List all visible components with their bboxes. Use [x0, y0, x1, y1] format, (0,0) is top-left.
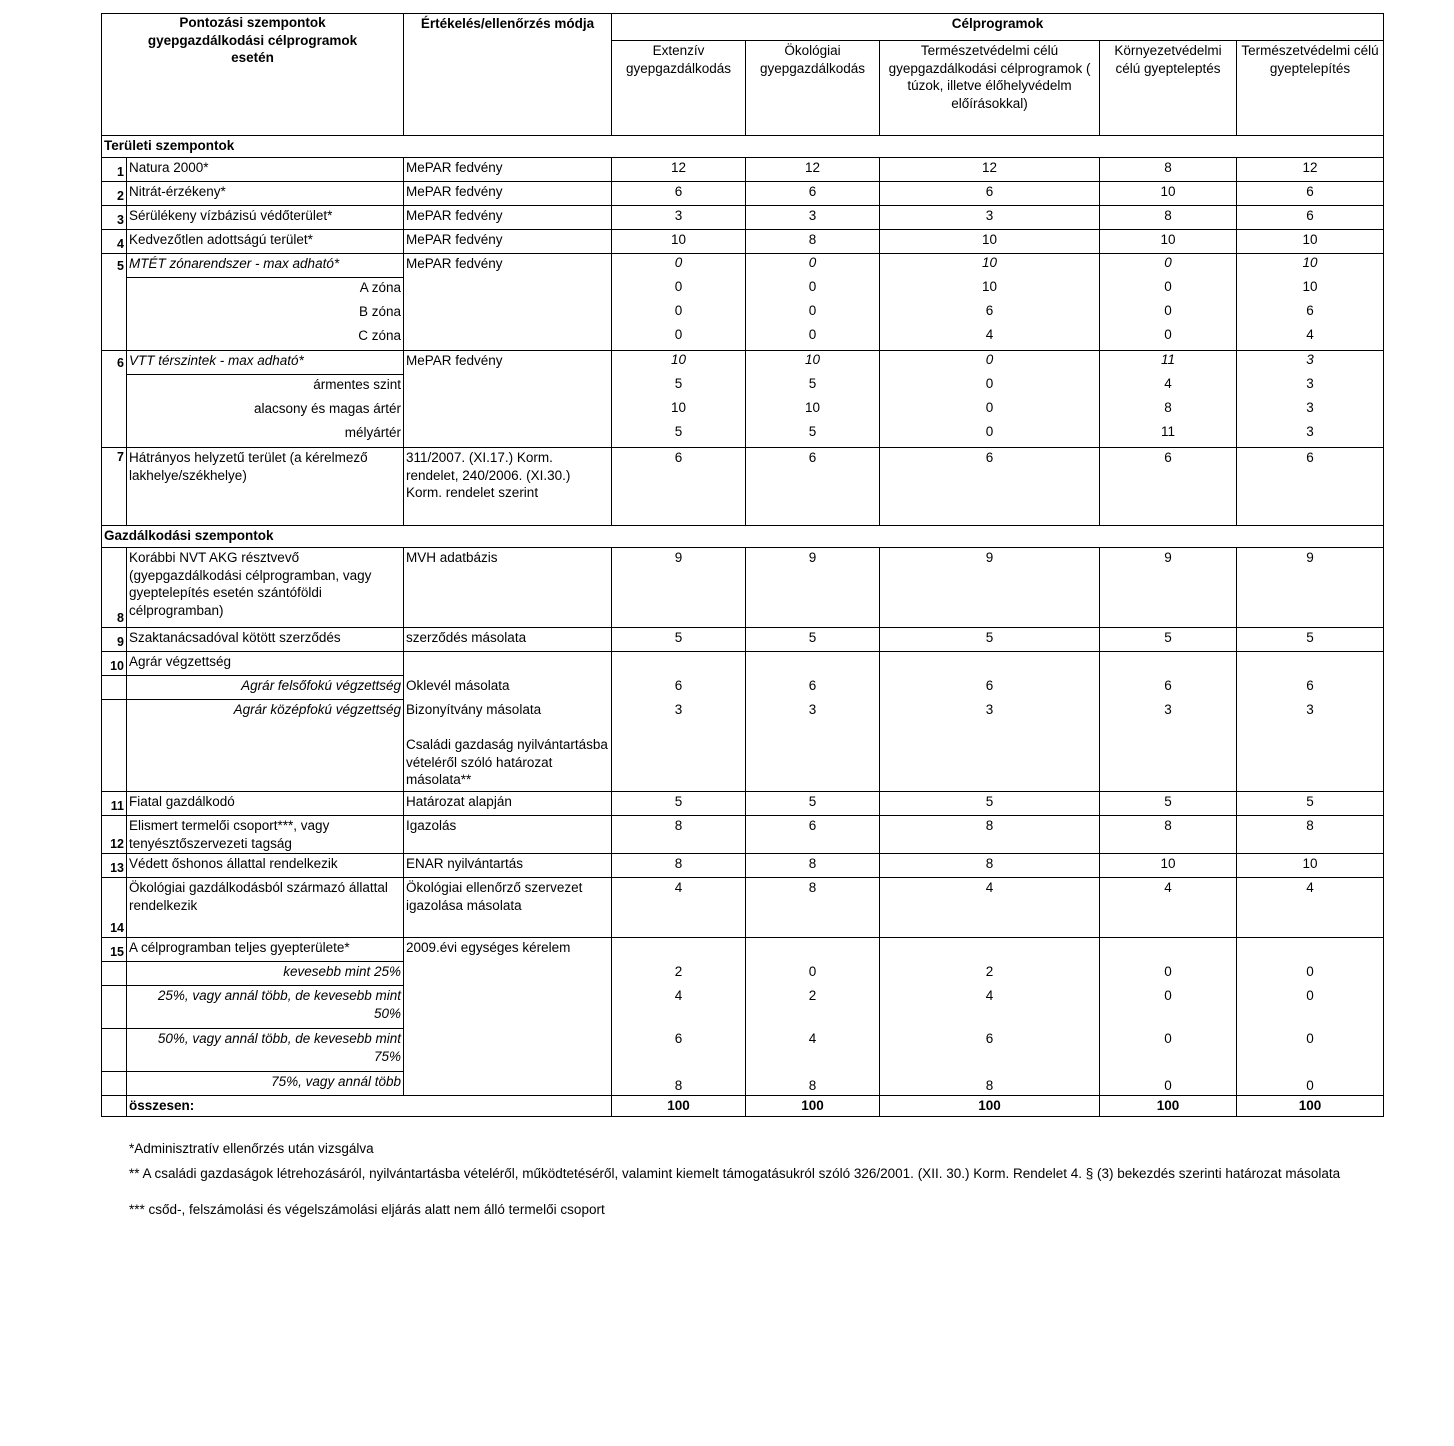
method-cell: szerződés másolata — [404, 628, 612, 652]
sub-criterion-label: A zóna — [127, 278, 404, 302]
score-cell: 5 — [808, 376, 817, 391]
score-cell: 5 — [880, 792, 1100, 816]
score-cell: 8 — [612, 854, 746, 878]
score-cell: 4 — [880, 878, 1100, 938]
score-cell: 8 — [746, 854, 880, 878]
score-cell: 3 — [746, 700, 880, 792]
score-cell: 0 — [1164, 255, 1172, 270]
criterion-label: Szaktanácsadóval kötött szerződés — [127, 628, 404, 652]
score-cell: 10 — [671, 400, 687, 415]
score-cell: 0 — [674, 255, 683, 270]
score-cell: 10 — [880, 230, 1100, 254]
table-row — [102, 1072, 1384, 1096]
criterion-label: Ökológiai gazdálkodásból származó állattal rendelkezik — [127, 878, 404, 938]
sub-criterion-label: Agrár középfokú végzettség — [127, 700, 404, 792]
score-cell: 0 — [1237, 986, 1384, 1029]
score-cell: 8 — [612, 816, 746, 854]
score-cell: 6 — [612, 182, 746, 206]
table-row — [102, 1029, 1384, 1072]
score-cell: 5 — [674, 424, 683, 439]
score-cell: 3 — [1306, 376, 1314, 391]
row-number: 2 — [102, 182, 127, 206]
score-cell: 5 — [746, 792, 880, 816]
score-cell: 10 — [982, 255, 998, 270]
score-cell: 2 — [746, 986, 880, 1029]
score-cell: 0 — [808, 279, 817, 294]
section-territorial: Területi szempontok — [102, 136, 1384, 158]
score-cell: 0 — [985, 400, 994, 415]
score-cell: 0 — [746, 962, 880, 986]
score-cell: 6 — [746, 816, 880, 854]
row-number: 11 — [102, 792, 127, 816]
total-cell: 100 — [1100, 1096, 1237, 1117]
sub-criterion-label: Agrár felsőfokú végzettség — [127, 676, 404, 700]
sub-criterion-label: mélyártér — [127, 423, 404, 447]
score-cell: 3 — [1237, 700, 1384, 792]
criterion-label: Nitrát-érzékeny* — [127, 182, 404, 206]
row-number: 14 — [102, 878, 127, 938]
score-cell: 6 — [1100, 676, 1237, 700]
criterion-label: VTT térszintek - max adható* — [127, 351, 404, 375]
score-cell: 10 — [1100, 854, 1237, 878]
score-cell: 6 — [880, 448, 1100, 526]
table-row — [102, 351, 1384, 375]
method-cell: 311/2007. (XI.17.) Korm. rendelet, 240/2006. (XI.30.) Korm. rendelet szerint — [404, 448, 612, 526]
score-cell: 5 — [1100, 792, 1237, 816]
score-cell: 5 — [612, 628, 746, 652]
method-cell: MePAR fedvény — [404, 182, 612, 206]
table-row — [102, 986, 1384, 1029]
score-cell: 0 — [1100, 1072, 1237, 1096]
score-cell: 6 — [985, 303, 994, 318]
row-number: 13 — [102, 854, 127, 878]
total-cell: 100 — [1237, 1096, 1384, 1117]
table-row — [102, 962, 1384, 986]
score-cell: 8 — [1100, 158, 1237, 182]
score-cell: 8 — [880, 854, 1100, 878]
footnote-admin-check: *Adminisztratív ellenőrzés után vizsgálva — [129, 1141, 374, 1156]
score-cell: 6 — [612, 676, 746, 700]
score-cell: 10 — [982, 279, 998, 294]
score-cell: 11 — [1161, 352, 1176, 367]
total-cell: 100 — [746, 1096, 880, 1117]
score-cell: 2 — [612, 962, 746, 986]
score-cell: 5 — [1100, 628, 1237, 652]
score-cell: 0 — [1100, 1029, 1237, 1072]
total-row — [102, 1096, 1384, 1117]
table-row — [102, 938, 1384, 962]
score-cell: 3 — [880, 700, 1100, 792]
criterion-label: Fiatal gazdálkodó — [127, 792, 404, 816]
score-cell: 5 — [808, 424, 817, 439]
score-cell: 0 — [1100, 962, 1237, 986]
score-cell: 0 — [1237, 962, 1384, 986]
score-cell: 3 — [1306, 400, 1314, 415]
score-cell: 6 — [880, 676, 1100, 700]
score-cell: 8 — [746, 878, 880, 938]
method-cell: MVH adatbázis — [404, 548, 612, 628]
score-cell: 6 — [746, 448, 880, 526]
score-cell: 0 — [1237, 1072, 1384, 1096]
sub-criterion-label: alacsony és magas ártér — [127, 399, 404, 423]
sub-criterion-label: 50%, vagy annál több, de kevesebb mint 75% — [127, 1029, 404, 1072]
score-cell: 8 — [1100, 816, 1237, 854]
score-cell: 3 — [612, 700, 746, 792]
criterion-label: Kedvezőtlen adottságú terület* — [127, 230, 404, 254]
table-row — [102, 700, 1384, 792]
score-cell: 0 — [1164, 327, 1172, 342]
score-cell: 4 — [1306, 327, 1314, 342]
score-cell: 0 — [985, 376, 994, 391]
criterion-label: Agrár végzettség — [127, 652, 404, 676]
score-cell: 5 — [674, 376, 683, 391]
header-program-1: Extenzív gyepgazdálkodás — [612, 41, 746, 136]
table-row — [102, 548, 1384, 628]
row-number: 7 — [102, 448, 127, 526]
score-cell: 6 — [612, 1029, 746, 1072]
score-cell: 9 — [746, 548, 880, 628]
score-cell: 0 — [985, 424, 994, 439]
score-cell: 4 — [612, 986, 746, 1029]
score-cell: 5 — [612, 792, 746, 816]
table-row — [102, 254, 1384, 278]
row-number: 5 — [102, 254, 127, 351]
score-cell: 10 — [1302, 255, 1318, 270]
score-cell: 6 — [1306, 303, 1314, 318]
row-number: 4 — [102, 230, 127, 254]
total-cell: 100 — [880, 1096, 1100, 1117]
score-cell: 6 — [1100, 448, 1237, 526]
header-programs-group: Célprogramok — [612, 14, 1384, 41]
criterion-label: A célprogramban teljes gyepterülete* — [127, 938, 404, 962]
score-cell: 4 — [880, 986, 1100, 1029]
score-cell: 3 — [612, 206, 746, 230]
criterion-label: Korábbi NVT AKG résztvevő (gyepgazdálkodási célprogramban, vagy gyeptelepítés esetén szántóföldi célprogramban) — [127, 548, 404, 628]
criterion-label: Natura 2000* — [127, 158, 404, 182]
header-scoring-criteria: Pontozási szempontok gyepgazdálkodási célprogramok esetén — [102, 14, 404, 136]
method-cell: MePAR fedvény — [404, 254, 612, 351]
score-cell: 12 — [746, 158, 880, 182]
score-cell: 5 — [1237, 792, 1384, 816]
score-cell: 0 — [674, 279, 683, 294]
table-row — [102, 230, 1384, 254]
score-cell: 8 — [746, 1072, 880, 1096]
score-cell: 3 — [1100, 700, 1237, 792]
method-cell: Bizonyítvány másolata — [406, 701, 542, 717]
sub-criterion-label: ármentes szint — [127, 375, 404, 399]
table-row — [102, 792, 1384, 816]
score-cell: 9 — [880, 548, 1100, 628]
score-cell: 8 — [880, 816, 1100, 854]
table-row — [102, 816, 1384, 854]
method-cell: MePAR fedvény — [404, 230, 612, 254]
score-cell: 10 — [1302, 279, 1318, 294]
method-cell: Határozat alapján — [404, 792, 612, 816]
row-number: 6 — [102, 351, 127, 448]
score-cell: 10 — [805, 400, 821, 415]
score-cell: 5 — [1237, 628, 1384, 652]
score-cell: 10 — [1100, 182, 1237, 206]
score-cell: 6 — [1237, 182, 1384, 206]
row-number: 1 — [102, 158, 127, 182]
sub-criterion-label: C zóna — [127, 326, 404, 350]
score-cell: 10 — [671, 352, 687, 367]
score-cell: 11 — [1161, 424, 1176, 439]
method-cell: 2009.évi egységes kérelem — [404, 938, 612, 1096]
header-program-2: Ökológiai gyepgazdálkodás — [746, 41, 880, 136]
total-cell: 100 — [612, 1096, 746, 1117]
score-cell: 0 — [985, 352, 994, 367]
criterion-label: MTÉT zónarendszer - max adható* — [127, 254, 404, 278]
score-cell: 0 — [808, 303, 817, 318]
score-cell: 8 — [1164, 400, 1172, 415]
score-cell: 10 — [1100, 230, 1237, 254]
criterion-label: Sérülékeny vízbázisú védőterület* — [127, 206, 404, 230]
table-row — [102, 206, 1384, 230]
row-number: 8 — [102, 548, 127, 628]
method-cell: Oklevél másolata — [404, 676, 612, 700]
sub-criterion-label: kevesebb mint 25% — [127, 962, 404, 986]
table-row — [102, 158, 1384, 182]
table-row — [102, 628, 1384, 652]
header-program-4: Környezetvédelmi célú gyepteleptés — [1100, 41, 1237, 136]
score-cell: 10 — [805, 352, 821, 367]
header-program-5: Természetvédelmi célú gyeptelepítés — [1237, 41, 1384, 136]
sub-criterion-label: B zóna — [127, 302, 404, 326]
row-number: 15 — [102, 938, 127, 962]
method-cell: MePAR fedvény — [404, 351, 612, 448]
score-cell: 0 — [674, 327, 683, 342]
table-row — [102, 676, 1384, 700]
method-cell: Ökológiai ellenőrző szervezet igazolása másolata — [404, 878, 612, 938]
score-cell: 0 — [1164, 279, 1172, 294]
score-cell: 3 — [1306, 424, 1314, 439]
score-cell: 4 — [1164, 376, 1172, 391]
method-cell: Igazolás — [404, 816, 612, 854]
criterion-label: Hátrányos helyzetű terület (a kérelmező lakhelye/székhelye) — [127, 448, 404, 526]
method-cell: MePAR fedvény — [404, 158, 612, 182]
method-cell: ENAR nyilvántartás — [404, 854, 612, 878]
score-cell: 3 — [1306, 352, 1314, 367]
score-cell: 0 — [808, 255, 817, 270]
score-cell: 2 — [880, 962, 1100, 986]
score-cell: 12 — [1237, 158, 1384, 182]
row-number: 9 — [102, 628, 127, 652]
score-cell: 6 — [612, 448, 746, 526]
score-cell: 9 — [612, 548, 746, 628]
score-cell: 6 — [1237, 448, 1384, 526]
table-row — [102, 878, 1384, 938]
score-cell: 4 — [612, 878, 746, 938]
method-cell: MePAR fedvény — [404, 206, 612, 230]
footnote-family-farm: ** A családi gazdaságok létrehozásáról, nyilvántartásba vételéről, működtetéséről, valamint kiemelt támogatásukról szóló 326/2001. (XII. 30.) Korm. Rendelet 4. § (3) bekezdés szerinti határozat másolata — [129, 1166, 1341, 1181]
score-cell: 6 — [1237, 676, 1384, 700]
sub-criterion-label: 25%, vagy annál több, de kevesebb mint 50% — [127, 986, 404, 1029]
score-cell: 10 — [612, 230, 746, 254]
score-cell: 9 — [1100, 548, 1237, 628]
scoring-table — [101, 13, 1384, 1117]
score-cell: 6 — [746, 676, 880, 700]
score-cell: 4 — [1237, 878, 1384, 938]
score-cell: 4 — [746, 1029, 880, 1072]
score-cell: 6 — [1237, 206, 1384, 230]
section-farming: Gazdálkodási szempontok — [102, 526, 1384, 548]
score-cell: 8 — [746, 230, 880, 254]
row-number: 3 — [102, 206, 127, 230]
row-number: 10 — [102, 652, 127, 676]
table-row — [102, 652, 1384, 676]
score-cell: 3 — [746, 206, 880, 230]
header-program-3: Természetvédelmi célú gyepgazdálkodási célprogramok ( túzok, illetve élőhelyvédelm előírásokkal) — [880, 41, 1100, 136]
score-cell: 10 — [1237, 854, 1384, 878]
total-label: összesen: — [127, 1096, 612, 1117]
score-cell: 6 — [880, 1029, 1100, 1072]
score-cell: 9 — [1237, 548, 1384, 628]
score-cell: 5 — [746, 628, 880, 652]
score-cell: 0 — [674, 303, 683, 318]
header-method: Értékelés/ellenőrzés módja — [404, 14, 612, 136]
criterion-label: Elismert termelői csoport***, vagy tenyésztőszervezeti tagság — [127, 816, 404, 854]
score-cell: 4 — [985, 327, 994, 342]
table-row — [102, 854, 1384, 878]
score-cell: 0 — [808, 327, 817, 342]
table-row — [102, 448, 1384, 526]
score-cell: 12 — [612, 158, 746, 182]
table-row — [102, 182, 1384, 206]
score-cell: 0 — [1164, 303, 1172, 318]
sub-criterion-label: 75%, vagy annál több — [127, 1072, 404, 1096]
score-cell: 3 — [880, 206, 1100, 230]
score-cell: 10 — [1237, 230, 1384, 254]
score-cell: 8 — [612, 1072, 746, 1096]
score-cell: 8 — [880, 1072, 1100, 1096]
score-cell: 0 — [1100, 986, 1237, 1029]
footnote-producer-group: *** csőd-, felszámolási és végelszámolási eljárás alatt nem álló termelői csoport — [129, 1202, 605, 1217]
criterion-label: Védett őshonos állattal rendelkezik — [127, 854, 404, 878]
score-cell: 8 — [1100, 206, 1237, 230]
score-cell: 8 — [1237, 816, 1384, 854]
score-cell: 6 — [880, 182, 1100, 206]
score-cell: 0 — [1237, 1029, 1384, 1072]
method-cell-secondary: Családi gazdaság nyilvántartásba vételéről szóló határozat másolata** — [406, 737, 608, 788]
score-cell: 5 — [880, 628, 1100, 652]
score-cell: 12 — [880, 158, 1100, 182]
score-cell: 6 — [746, 182, 880, 206]
score-cell: 4 — [1100, 878, 1237, 938]
row-number: 12 — [102, 816, 127, 854]
